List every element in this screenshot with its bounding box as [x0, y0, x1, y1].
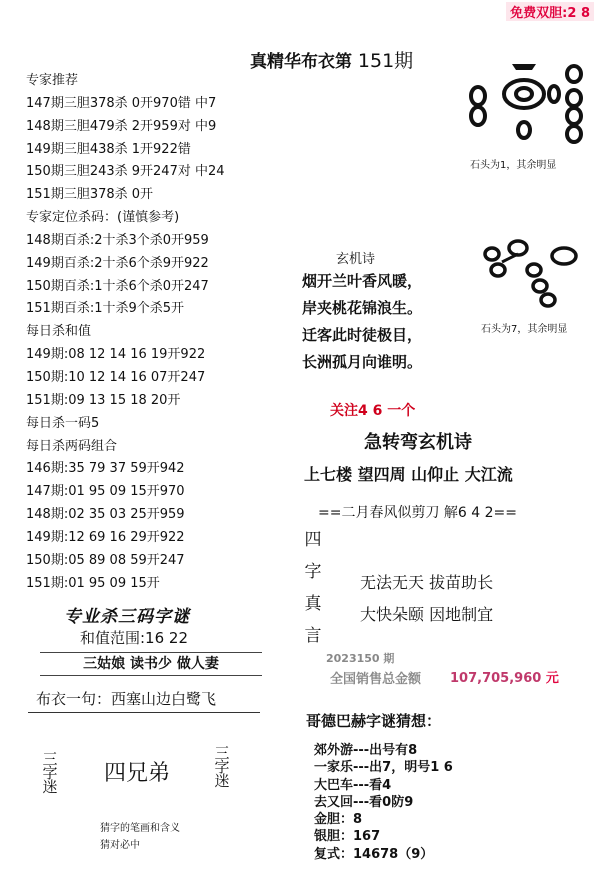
list-item: 148期百杀:2十杀3个杀0开959	[26, 232, 209, 248]
list-item: 每日杀两码组合	[26, 438, 118, 454]
list-item: 149期:12 69 16 29开922	[26, 529, 185, 545]
hint-line: 猜字的笔画和含义	[100, 823, 180, 834]
stone-puzzle-image-2	[478, 234, 582, 314]
list-item: 专家定位杀码：(谨慎参考)	[26, 210, 180, 226]
lottery-sales-label: 全国销售总金额	[330, 672, 422, 687]
poem-line: 岸夹桃花锦浪生。	[302, 299, 423, 317]
list-item: 金胆：8	[314, 812, 363, 828]
stone-caption-2: 石头为7，其余明显	[481, 324, 568, 335]
goldbach-list	[314, 742, 453, 863]
poem-title: 玄机诗	[336, 252, 376, 267]
title-text: 真精华布衣第	[250, 52, 352, 72]
list-item: 149期三胆438杀 1开922错	[26, 141, 191, 157]
poem-line: 迁客此时徒极目，	[302, 326, 423, 344]
list-item: 151期三胆378杀 0开	[26, 187, 154, 203]
list-item: 151期:01 95 09 15开	[26, 575, 160, 591]
list-item: 150期三胆243杀 9开247对 中24	[26, 164, 225, 180]
riddle-box: 三姑娘 读书少 做人妻	[40, 652, 262, 676]
list-item: 151期百杀:1十杀9个杀5开	[26, 301, 185, 317]
brain-teaser-title: 急转弯玄机诗	[364, 432, 472, 453]
side-label-right: 三字迷	[214, 744, 230, 790]
list-item: 147期三胆378杀 0开970错 中7	[26, 95, 217, 111]
divider	[28, 712, 260, 713]
list-item: 150期:10 12 14 16 07开247	[26, 369, 206, 385]
poem-line: 长洲孤月向谁明。	[302, 353, 423, 371]
stone-puzzle-image-1	[462, 54, 592, 154]
list-item: 148期三胆479杀 2开959对 中9	[26, 118, 217, 134]
list-item: 151期:09 13 15 18 20开	[26, 392, 181, 408]
list-item: 147期:01 95 09 15开970	[26, 484, 185, 500]
buyi-line: 布衣一句：西塞山边白鹭飞	[36, 690, 217, 708]
amount-unit: 元	[545, 671, 559, 686]
free-double-tag: 免费双胆:2 8	[506, 2, 594, 21]
poem-line: 烟开兰叶香风暖，	[302, 272, 423, 290]
list-item: 去又回---看0防9	[314, 794, 414, 810]
list-item: 149期:08 12 14 16 19开922	[26, 347, 206, 363]
list-item: 146期:35 79 37 59开942	[26, 461, 185, 477]
focus-note: 关注4 6 一个	[330, 403, 416, 419]
list-item: 郊外游---出号有8	[314, 743, 418, 758]
hint-text	[100, 820, 180, 854]
spring-wind-line: ==二月春风似剪刀 解6 4 2==	[318, 505, 517, 521]
title-period: 151期	[357, 50, 414, 72]
goldbach-title: 哥德巴赫字谜猜想：	[306, 712, 442, 730]
four-words-vertical: 四字真言	[304, 530, 322, 646]
side-label-left: 三字迷	[42, 750, 58, 796]
list-item: 银胆：167	[314, 829, 381, 845]
sum-range: 和值范围:16 22	[80, 629, 188, 647]
idiom-line-2: 大快朵颐 因地制宜	[360, 605, 494, 624]
list-item: 复式：14678（9）	[314, 846, 434, 862]
lottery-sales-amount	[450, 667, 559, 686]
pro-kill-heading: 专业杀三码字谜	[64, 607, 190, 627]
list-item: 每日杀和值	[26, 324, 92, 340]
list-item: 专家推荐	[26, 73, 79, 88]
list-item: 一家乐---出7，明号1 6	[314, 760, 453, 776]
list-item: 每日杀一码5	[26, 415, 100, 431]
list-item: 150期百杀:1十杀6个杀0开247	[26, 278, 209, 294]
poem	[302, 268, 422, 376]
brain-teaser-line: 上七楼 望四周 山仰止 大江流	[304, 465, 513, 484]
four-brothers: 四兄弟	[104, 761, 171, 786]
hint-line: 猜对必中	[100, 840, 140, 851]
expert-list	[26, 70, 225, 595]
amount-value: 107,705,960	[450, 671, 542, 686]
list-item: 149期百杀:2十杀6个杀9开922	[26, 255, 209, 271]
list-item: 150期:05 89 08 59开247	[26, 552, 185, 568]
list-item: 148期:02 35 03 25开959	[26, 507, 185, 523]
list-item: 大巴车---看4	[314, 777, 392, 793]
stone-caption-1: 石头为1，其余明显	[470, 160, 557, 171]
lottery-period: 2023150 期	[326, 652, 395, 665]
idiom-line-1: 无法无天 拔苗助长	[360, 573, 494, 592]
page-title	[250, 46, 413, 73]
